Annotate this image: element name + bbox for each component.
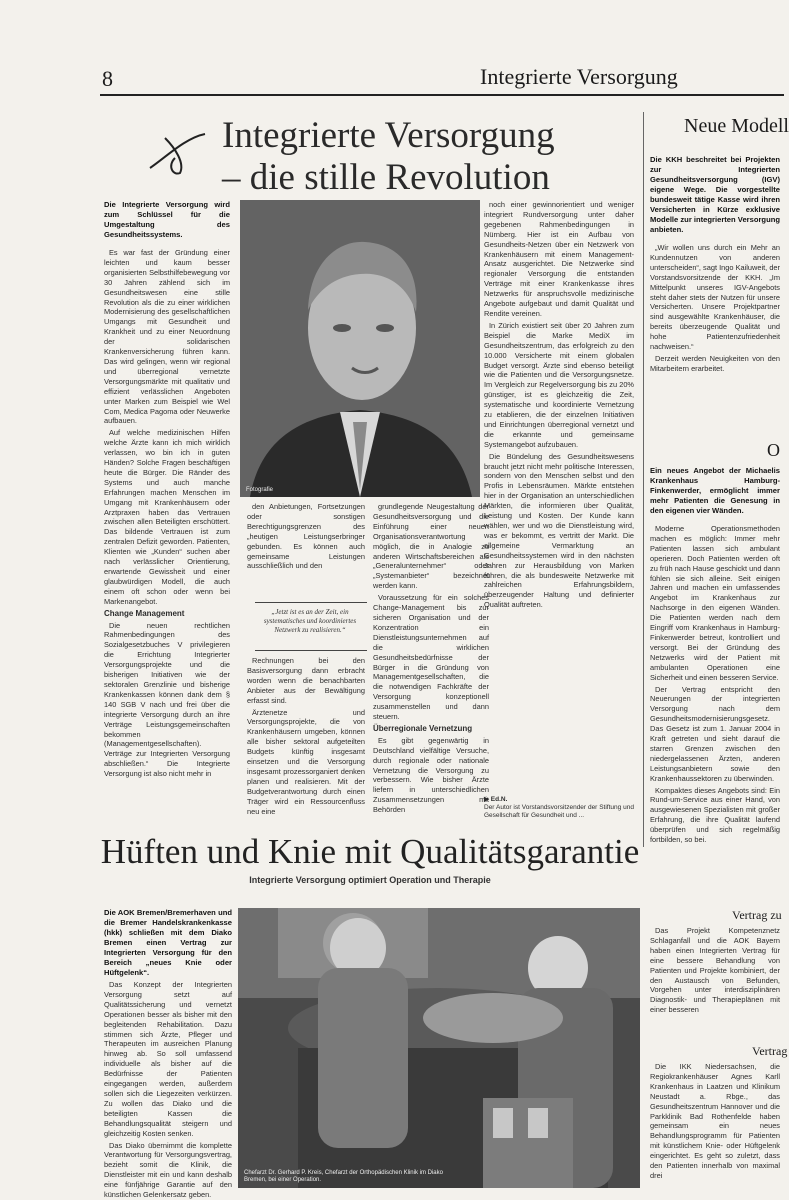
article2-headline: Hüften und Knie mit Qualitätsgarantie <box>100 832 640 871</box>
paragraph: Der Vertrag entspricht den Neuerungen der integrierten Versorgung nach dem Gesundheitsmodernisierungsgesetz. Das Gesetz ist zum 1. Januar 2004 in Kraft getreten und sieht darauf die starren Grenzen zwischen den niedergelassenen Ärzten, anderen Leistungsanbietern sowie den Krankenhaussektoren zu überwinden. <box>650 684 780 783</box>
article2-column-1 <box>104 908 232 1200</box>
sidebar-title-vertrag: Vertrag <box>752 1044 788 1058</box>
subheading: Change Management <box>104 608 185 618</box>
paragraph: Auf welche medizinischen Hilfen welche Ärzte kann ich mich wirklich verlassen, wo bin ich in guten Händen? Solche Fragen beschäftigen heute die Bürger. Die Ränder des Systems und auch manche Erfahrungen machen Menschen im Umgang mit Krankenhäusern oder Arztpraxen haben das Vertrauen zwischen allen Beteiligten erschüttert. Das bildende Vertrauen ist zum zentralen Defizit geworden. Patienten, Klienten wie „Kunden“ suchen aber nach verlässlicher Orientierung, erwartende Gewissheit und einer glaubwürdigen Modell, die auch einem oft schon oder wenn bei Markenangebot. <box>104 428 230 606</box>
paragraph: den Anbietungen, Fortsetzungen oder sonstigen Berechtigungsgrenzen des „heutigen Leistungserbringer gebunden. Es können auch gemeinsame Leistungen ausschließlich und den <box>247 502 365 571</box>
paragraph: Das Konzept der Integrierten Versorgung setzt auf Qualitätssicherung und vernetzt Operationen besser als bisher mit den begleitenden Rehabilitation. Dazu stimmen sich Ärzte, Pfleger und Therapeuten im ausreichen Planung hinweg ab. So soll umfassend individuelle als bisher auf die Bedürfnisse der Patienten eingegangen werden, außerdem sollen sich die Liegezeiten verkürzen. Zu wollen das Diako und die beteiligten Kassen die Behandlungsqualität steigern und gleichzeitig Kosten senken. <box>104 980 232 1138</box>
article2-lead: Die AOK Bremen/Bremerhaven und die Bremer Handelskrankenkasse (hkk) schließen mit dem Diako Bremen einen Vertrag zur Integrierten Versorgung für den Bereich „neues Knie oder Hüftgelenk“. <box>104 908 232 977</box>
paragraph: In Zürich existiert seit über 20 Jahren zum Beispiel die Marke MediX im Gesundheitszentrum, das erfolgreich zu den 10.000 Versicherte mit einem globalen Budget versorgt. Ärzte sind ebenso beteiligt wie die Patienten und die Versorgungsnetze. Im Vergleich zur Regelversorgung bis zu 20% günstiger, ist es gleichzeitig die Zeit, systematische und koordinierte Vernetzung zu etablieren, die der einzelnen Initiativen und Einrichtungen überregional vernetzt und die erkannte und gemeinsame Systemangebot aufzubauen. <box>484 320 634 449</box>
header-rule <box>100 94 784 96</box>
paragraph: „Wir wollen uns durch ein Mehr an Kundennutzen von anderen unterscheiden“, sagt Ingo Kailuweit, der Vorstandsvorsitzende der KKH. „Im Mittelpunkt unseres IGV-Angebots steht daher stets der Nutzen für unsere Versicherten. Unsere Projektpartner sind ausgewählte Krankenhäuser, die bereits überzeugende Qualität und hohe Patientenzufriedenheit nachweisen.“ <box>650 243 780 352</box>
photo-credit: Fotografie <box>246 487 274 493</box>
sidebar2-lead: Ein neues Angebot der Michaelis Krankenhaus Hamburg-Finkenwerder, ermöglicht immer mehr Patienten die Genesung in den eigenen vier Wänden. <box>650 466 780 515</box>
sidebar1-lead: Die KKH beschreitet bei Projekten zur Integrierten Gesundheitsversorgung (IGV) eigene Wege. Die vorgestellte bundesweit tätige Kasse wird ihren Versicherten in Kürze exklusive Modelle zur integrierten Versorgung anbieten. <box>650 155 780 234</box>
paragraph: Moderne Operationsmethoden machen es möglich: Immer mehr Patienten lassen sich ambulant operieren. Doch Patienten werden oft zu früh nach Hause geschickt und dann fühlen sie sich alleine. Seit einigen Jahren und machen ein umfassendes Angebot im Krankenhaus zur Nachsorge in den eigenen Wänden. Die Patienten werden nach dem Eingriff vom Krankenhaus in Hamburg-Finkenwerder betreut, kontrolliert und versorgt. Bei der Gründung des Netzwerks wird der Patient mit ambulanten Operationen eine Sicherheit und einen besseren Service. <box>650 524 780 682</box>
paragraph: Derzeit werden Neuigkeiten von den Mitarbeitern erarbeitet. <box>650 353 780 373</box>
pull-quote: „Jetzt ist es an der Zeit, ein systematisches und koordiniertes Netzwerk zu realisieren.“ <box>263 608 357 634</box>
sidebar1-text <box>650 155 780 445</box>
paragraph: Das Projekt Kompetenznetz Schlaganfall und die AOK Bayern haben einen Integrierten Vertrag für eine bessere Behandlung von Patienten und Projekte kombiniert, der den Austausch von Befunden, Vorgehen unter interdisziplinären Diagnostik- und Therapieplänen mit einer besseren <box>650 926 780 1015</box>
author-box <box>484 796 634 826</box>
paragraph: Ärztenetze und Versorgungsprojekte, die von Krankenhäusern umgeben, können alle bisher sektoral aufgeteilten Budgets künftig insgesamt einsetzen und die Versorgung insgesamt prozessorganiert denken planen und realisieren. Mit der Budgetverantwortung durch einen Träger wird ein Ressourcenfluss neu eine <box>247 707 365 816</box>
quote-rule-top <box>255 602 367 603</box>
column-divider <box>643 112 644 847</box>
article1-column-3 <box>373 502 489 832</box>
paragraph: Es gibt gegenwärtig in Deutschland vielfältige Versuche, durch regionale oder nationale Vernetzung die Versorgung zu verbessern. Wie bisher Ärzte liefern in unterschiedlichen Zusammensetzungen mit Behörden <box>373 735 489 815</box>
signature-mark <box>145 128 215 178</box>
sidebar-title-o: O <box>767 440 780 460</box>
sidebar4-text <box>650 1062 780 1188</box>
paragraph: Die neuen rechtlichen Rahmenbedingungen des Sozialgesetzbuches V privilegieren die Errichtung Integrierter Versorgungsprojekte und die bisherigen Initiativen wie der sektoralen Grenzlinie und bisherige Krankenkassen können dank dem § 140 SGB V nach und frei über die integrierte Versorgung durch an ihre Verträge Leistungsgemeinschaften bekommen (Managementgesellschaften). Verträge zur Integrierten Versorgung abschließen.“ Die Integrierte Versorgung ist also nicht mehr in <box>104 620 230 779</box>
sidebar3-text <box>650 926 780 1021</box>
article1-column-2b <box>247 656 365 831</box>
article1-headline <box>222 115 555 199</box>
paragraph: Die Bündelung des Gesundheitswesens braucht jetzt nicht mehr politische Interessen, sondern von den Menschen selbst und den Profis in Lebensräumen. Märkte entstehen hier in der Organisation an unterschiedlichen Märkten, die informieren über Qualität, Leistung und Kosten. Der Kunde kann wählen, wer und wo die Dienstleistung wird, was er bekommt, es vertritt der Markt. Die allgemeine Vermarktung an Gesundheitssystemen wird in den nächsten Jahren zur Herausbildung von Marken führen, die als bundesweite Netzwerke mit zahlreichen Erfahrungsbildern, überzeugender Haltung und definierter Qualität auftreten. <box>484 451 634 610</box>
quote-rule-bottom <box>255 650 367 651</box>
section-title: Integrierte Versorgung <box>480 64 678 89</box>
surgery-photo <box>238 908 640 1188</box>
article2-subline: Integrierte Versorgung optimiert Operation und Therapie <box>249 875 491 885</box>
photo-caption: Chefarzt Dr. Gerhard P. Kreis, Chefarzt der Orthopädischen Klinik im Diako Bremen, bei einer Operation. <box>244 1170 443 1183</box>
paragraph: Rechnungen bei den Basisversorgung dann erbracht worden wenn die benachbarten Anbieter aus der Bewältigung erfasst sind. <box>247 656 365 705</box>
headline-line-1: Integrierte Versorgung <box>222 115 555 156</box>
sidebar-title-vertrag-zu: Vertrag zu <box>732 908 782 922</box>
paragraph: Kompaktes dieses Angebots sind: Ein Rund-um-Service aus einer Hand, von ausgewiesenen Spezialisten mit großer Erfahrung, die ihre Qualität laufend überprüfen und sich regelmäßig fortbilden, so bei. <box>650 785 780 845</box>
author-note: Der Autor ist Vorstandsvorsitzender der Stiftung und Gesellschaft für Gesundheit und ... <box>484 804 634 819</box>
page-number: 8 <box>102 66 113 91</box>
article1-column-1 <box>104 200 230 830</box>
paragraph: grundlegende Neugestaltung der Gesundheitsversorgung und die Einführung einer neuen Organisationsverantwortung möglich, die in Analogie zu anderen Wirtschaftsbereichen als „Generalunternehmer“ oder „Systemanbieter“ bezeichnet werden kann. <box>373 502 489 591</box>
surgery-illustration <box>238 908 640 1188</box>
sidebar2-text <box>650 466 780 846</box>
paragraph: Voraussetzung für ein solches Change-Management bis zur sicheren Organisation und der Konzentration ein Dienstleistungsunternehmen auf die wirklichen Gesundheitsbedürfnisse der Bürger in die Gründung von Managementgesellschaften, die die notwendigen Fachkräfte der Versorgung konzeptionell zusammenstellen und dann steuern. <box>373 593 489 722</box>
article1-column-4 <box>484 200 634 790</box>
paragraph: Es war fast der Gründung einer leichten und kaum besser organisierten Selbsthilfebewegung vor 30 Jahren zählend sich im Gesundheitswesen eine stille Revolution als die zu einer wirklichen Modernisierung des gesellschaftlichen Umgangs mit Gesundheit und Krankheit und zu einer Neuordnung der solidarischen Krankenversicherung führen kann. Das wird gelingen, wenn wir regional und überregional vernetzte Versorgungsmärkte mit qualitativ und effizient verlässlichen Angeboten unter Marken zum Beispiel wie Wel Com, Medica Pagoma oder Neuwerke aufbauen. <box>104 248 230 426</box>
author-line: ▶ Ed.N. <box>484 796 508 803</box>
article1-lead: Die Integrierte Versorgung wird zum Schlüssel für die Umgestaltung des Gesundheitssystems. <box>104 200 230 239</box>
paragraph: Die IKK Niedersachsen, die Regiokrankenhäuser Agnes Karll Krankenhaus in Laatzen und Klinikum Neustadt a. Rbge., das Gesundheitszentrum Hannover und die Parkklinik Bad Rothenfelde haben gemeinsam ein neues Behandlungsprogramm für Patienten mit künstlichem Knie- oder Hüftgelenk eingerichtet. Es geht so zuletzt, dass den Patienten innerhalb von maximal drei <box>650 1062 780 1180</box>
subheading: Überregionale Vernetzung <box>373 723 473 733</box>
paragraph: noch einer gewinnorientiert und weniger integriert Rundversorgung unter daher gegebenen Rahmenbedingungen in Nürnberg. Hier ist ein Aufbau von Gesundheits-Netzen über ein Netzwerk von Krankenhäusern mit einem Management-Ansatz ausgerichtet. Die Netzwerke sind regionaler Versorgung die entstanden Verträge mit einer Krankenkasse ihres Netzwerks für anspruchsvolle medizinische Angebote aufgebaut und damit Qualität und Rendite vereinen. <box>484 200 634 318</box>
sidebar-title-neue-modelle: Neue Modell <box>684 115 789 137</box>
portrait-illustration <box>240 200 480 497</box>
paragraph: Das Diako übernimmt die komplette Verantwortung für Versorgungsvertrag, bezieht somit die Klinik, die Dienstleister mit ein und kann deshalb eine fünfjährige Garantie auf den künstlichen Gelenkersatz geben. <box>104 1140 232 1200</box>
article1-column-2a <box>247 502 365 592</box>
portrait-photo <box>240 200 480 497</box>
headline-line-2: – die stille Revolution <box>222 157 550 198</box>
